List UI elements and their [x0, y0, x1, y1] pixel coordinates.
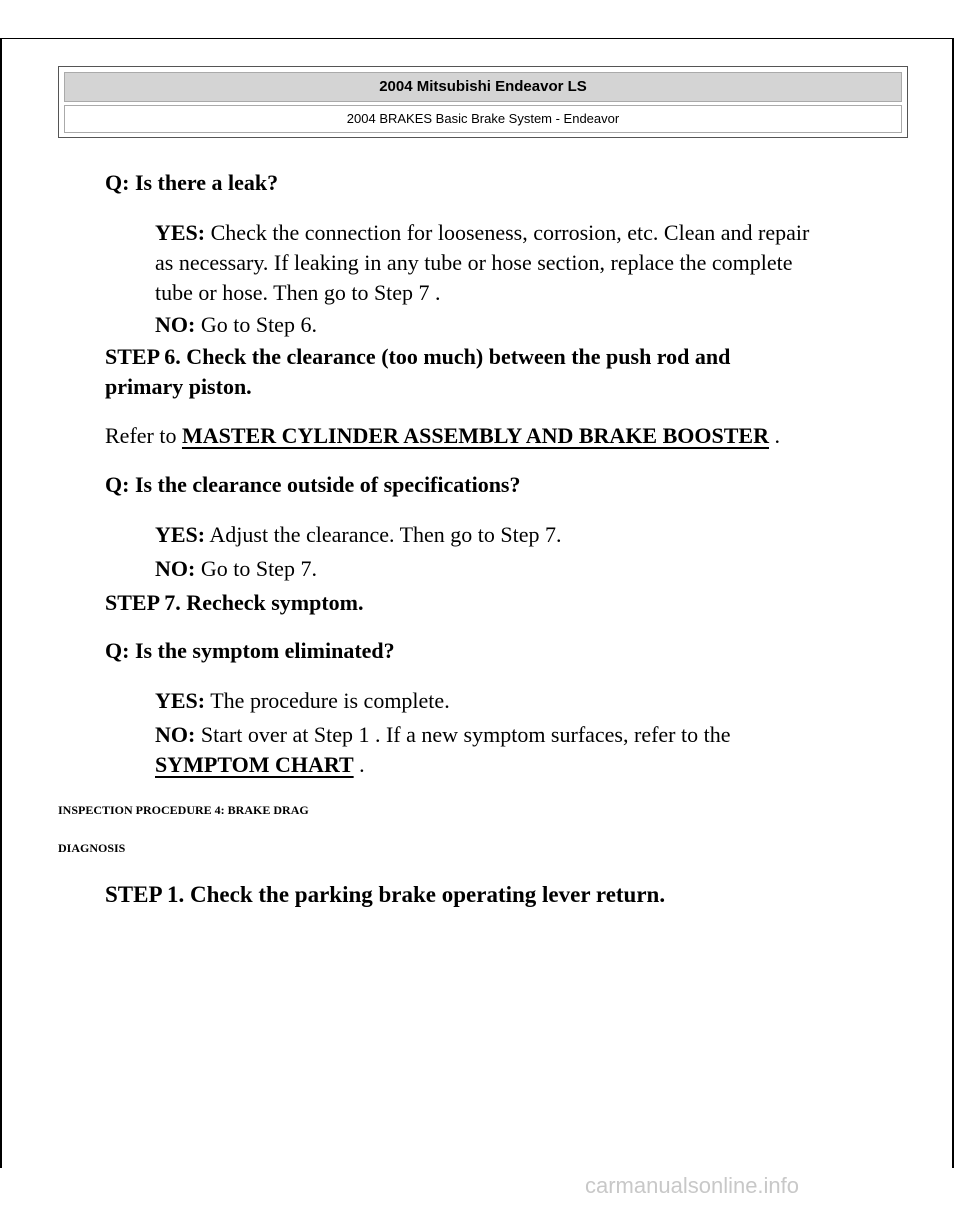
refer-suffix: . — [774, 423, 780, 448]
inspection-heading: INSPECTION PROCEDURE 4: BRAKE DRAG — [58, 803, 309, 817]
symptom-chart-link[interactable]: SYMPTOM CHART — [155, 752, 354, 777]
answer-yes-leak-line2: as necessary. If leaking in any tube or hose section, replace the complete — [155, 250, 793, 275]
symptom-chart-line — [155, 752, 365, 778]
symptom-suffix: . — [359, 752, 365, 777]
step6-heading-line2: primary piston. — [105, 374, 252, 399]
no-label: NO: — [155, 722, 196, 747]
diagnosis-heading: DIAGNOSIS — [58, 841, 126, 855]
yes-label: YES: — [155, 220, 206, 245]
answer-yes-leak — [155, 220, 809, 246]
master-cylinder-link[interactable]: MASTER CYLINDER ASSEMBLY AND BRAKE BOOSTER — [181, 423, 769, 448]
refer-line — [105, 423, 780, 449]
answer-yes-symptom — [155, 688, 450, 714]
watermark: carmanualsonline.info — [585, 1173, 800, 1198]
answer-no-leak — [155, 312, 317, 338]
step7-heading: STEP 7. Recheck symptom. — [105, 590, 364, 615]
answer-text: Check the connection for looseness, corrosion, etc. Clean and repair — [210, 220, 810, 245]
header-title: 2004 Mitsubishi Endeavor LS — [64, 72, 902, 102]
answer-no-symptom — [155, 722, 731, 748]
answer-text: Adjust the clearance. Then go to Step 7. — [209, 522, 562, 547]
no-label: NO: — [155, 312, 196, 337]
yes-label: YES: — [155, 522, 206, 547]
answer-yes-clearance — [155, 522, 562, 548]
no-label: NO: — [155, 556, 196, 581]
answer-text: The procedure is complete. — [210, 688, 450, 713]
step6-heading: STEP 6. Check the clearance (too much) between the push rod and — [105, 344, 731, 369]
answer-no-clearance — [155, 556, 317, 582]
yes-label: YES: — [155, 688, 206, 713]
refer-prefix: Refer to — [105, 423, 177, 448]
document-header — [58, 66, 908, 138]
answer-text: Start over at Step 1 . If a new symptom surfaces, refer to the — [200, 722, 731, 747]
question-clearance: Q: Is the clearance outside of specifications? — [105, 472, 521, 497]
answer-text: Go to Step 7. — [200, 556, 317, 581]
question-symptom: Q: Is the symptom eliminated? — [105, 638, 395, 663]
answer-yes-leak-line3: tube or hose. Then go to Step 7 . — [155, 280, 441, 305]
header-subtitle: 2004 BRAKES Basic Brake System - Endeavor — [64, 105, 902, 133]
answer-text: Go to Step 6. — [200, 312, 317, 337]
question-leak: Q: Is there a leak? — [105, 170, 279, 195]
step1-heading: STEP 1. Check the parking brake operating lever return. — [105, 882, 666, 907]
